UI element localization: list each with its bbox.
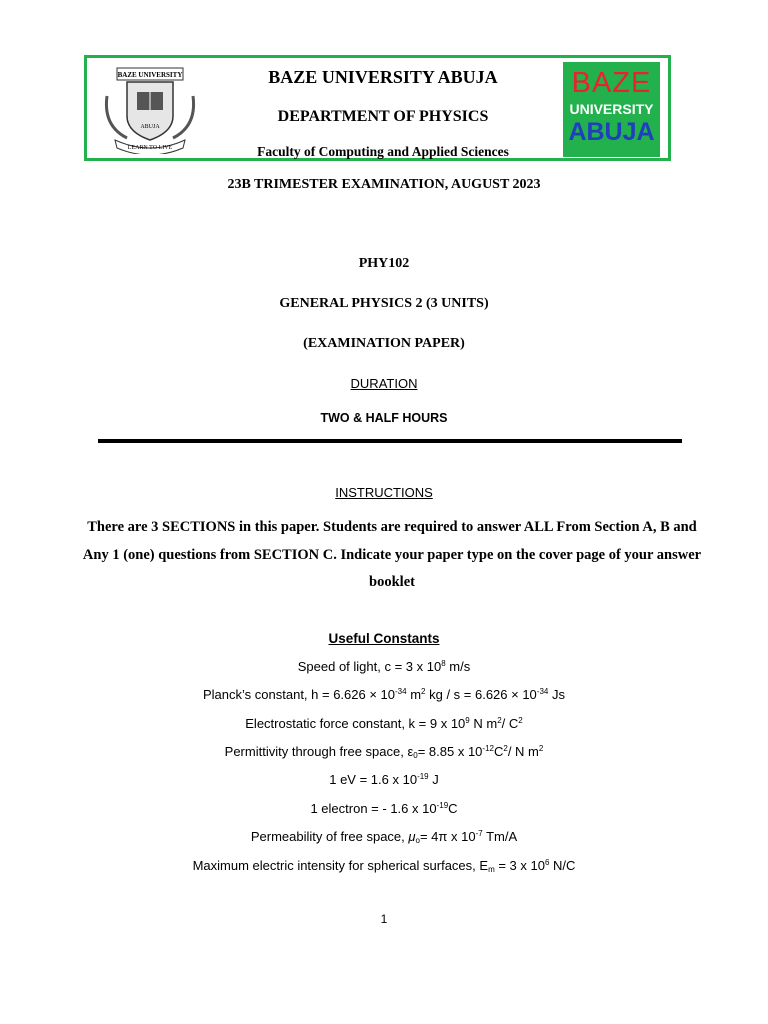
duration-value: TWO & HALF HOURS bbox=[320, 411, 448, 425]
paper-type: (EXAMINATION PAPER) bbox=[303, 336, 465, 351]
constant-speed-of-light: Speed of light, c = 3 x $10^8$ m/s bbox=[297, 659, 471, 674]
university-name: BAZE UNIVERSITY ABUJA bbox=[268, 67, 498, 87]
constant-max-electric-intensity: Maximum electric intensity for spherical surfaces, $E_m = 3$ x $10^6$ N/C bbox=[192, 858, 576, 874]
crest-side-text: ABUJA bbox=[140, 124, 160, 130]
instructions-text: There are 3 SECTIONS in this paper. Students are required to answer ALL From Section A, B and Any 1 (one) questions from SECTION C. Indicate your paper type on the cover page of your answer booklet bbox=[82, 519, 702, 590]
constant-electrostatic: Electrostatic force constant, k = 9 x $10^9$ N $m^2/$ $C^2$ bbox=[245, 716, 523, 731]
constant-planck: Planck’s constant, $h = 6.626 \times 10^{-34}$ $m^2$ kg / $s = 6.626 \times 10^{-34}$ Js bbox=[203, 687, 565, 702]
logo-line-2: UNIVERSITY bbox=[569, 101, 654, 117]
exam-session: 23B TRIMESTER EXAMINATION, AUGUST 2023 bbox=[227, 177, 541, 192]
baze-logo bbox=[563, 62, 660, 157]
constant-permeability: Permeability of free space, $\mu_o= 4\pi$ x $10^{-7}$ Tm/A bbox=[250, 829, 518, 845]
instructions-heading: INSTRUCTIONS bbox=[335, 485, 433, 500]
course-code: PHY102 bbox=[358, 256, 410, 271]
constant-electron-charge: 1 electron = - 1.6 x $10^{-19}C$ bbox=[310, 801, 458, 816]
crest-motto: LEARN TO LIVE bbox=[127, 145, 173, 151]
constants-heading: Useful Constants bbox=[328, 631, 440, 646]
duration-label: DURATION bbox=[350, 376, 418, 391]
faculty-name: Faculty of Computing and Applied Sciences bbox=[257, 144, 509, 159]
horizontal-rule bbox=[98, 439, 682, 443]
university-crest bbox=[97, 66, 203, 154]
header-box bbox=[84, 55, 671, 161]
logo-line-1: BAZE bbox=[571, 67, 652, 99]
logo-line-3: ABUJA bbox=[568, 118, 655, 146]
department-name: DEPARTMENT OF PHYSICS bbox=[277, 108, 489, 125]
page-number: 1 bbox=[380, 912, 388, 926]
constant-electron-volt: 1 eV = 1.6 x $10^{-19}$ J bbox=[329, 772, 439, 787]
course-title: GENERAL PHYSICS 2 (3 UNITS) bbox=[279, 296, 489, 311]
crest-top-text: BAZE UNIVERSITY bbox=[117, 71, 183, 79]
constant-permittivity: Permittivity through free space, $\varepsilon_0= 8.85$ x $10^{-12}C^2/$ N $m^2$ bbox=[224, 744, 544, 760]
